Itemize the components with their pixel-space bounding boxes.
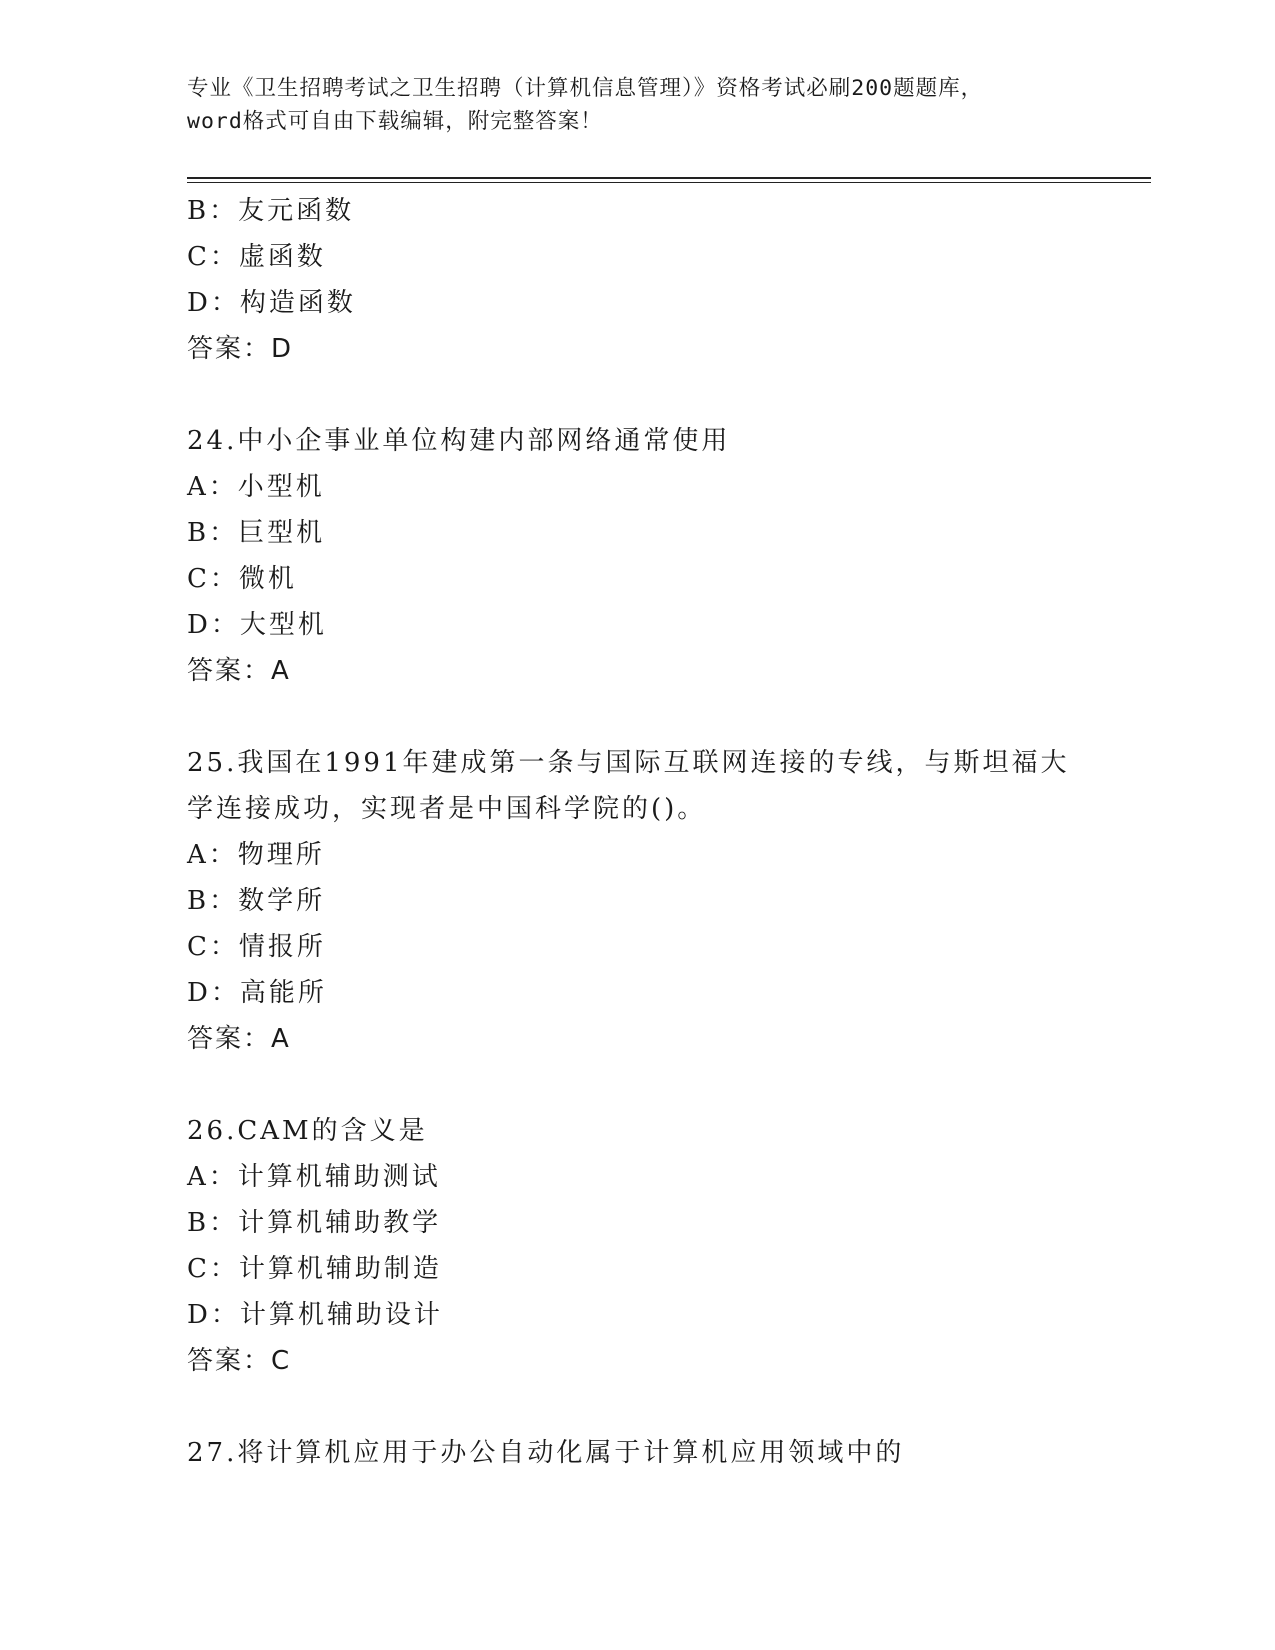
header-line-1: 专业《卫生招聘考试之卫生招聘（计算机信息管理）》资格考试必刷200题题库， [187,76,984,101]
answer: 答案：A [187,1024,291,1054]
option-c: C：微机 [187,564,297,594]
option-c: C：计算机辅助制造 [187,1254,442,1284]
option-d: D：高能所 [187,978,327,1008]
question-text: 26.CAM的含义是 [187,1116,428,1146]
option-c: C：情报所 [187,932,326,962]
question-block-23 [187,188,1087,372]
question-block-25 [187,740,1087,1062]
option-b: B：计算机辅助教学 [187,1208,442,1238]
document-header [187,72,1087,138]
answer: 答案：A [187,656,291,686]
question-text-line-1: 25.我国在1991年建成第一条与国际互联网连接的专线，与斯坦福大 [187,748,1070,778]
question-block-26 [187,1108,1087,1384]
option-a: A：物理所 [187,840,325,870]
question-text: 24.中小企事业单位构建内部网络通常使用 [187,426,731,456]
option-d: D：计算机辅助设计 [187,1300,443,1330]
header-divider-thick [187,177,1151,179]
option-d: D：大型机 [187,610,327,640]
option-c: C：虚函数 [187,242,326,272]
question-text-line-2: 学连接成功，实现者是中国科学院的()。 [187,794,707,824]
question-block-27 [187,1430,1087,1476]
header-divider-thin [187,182,1151,183]
answer: 答案：C [187,1346,292,1376]
header-line-2: word格式可自由下载编辑，附完整答案！ [187,109,603,134]
option-a: A：小型机 [187,472,325,502]
option-b: B：巨型机 [187,518,326,548]
answer: 答案：D [187,334,294,364]
question-block-24 [187,418,1087,694]
question-text: 27.将计算机应用于办公自动化属于计算机应用领域中的 [187,1438,905,1468]
option-b: B：友元函数 [187,196,355,226]
option-b: B：数学所 [187,886,326,916]
option-a: A：计算机辅助测试 [187,1162,441,1192]
option-d: D：构造函数 [187,288,356,318]
question-list [187,188,1087,1476]
